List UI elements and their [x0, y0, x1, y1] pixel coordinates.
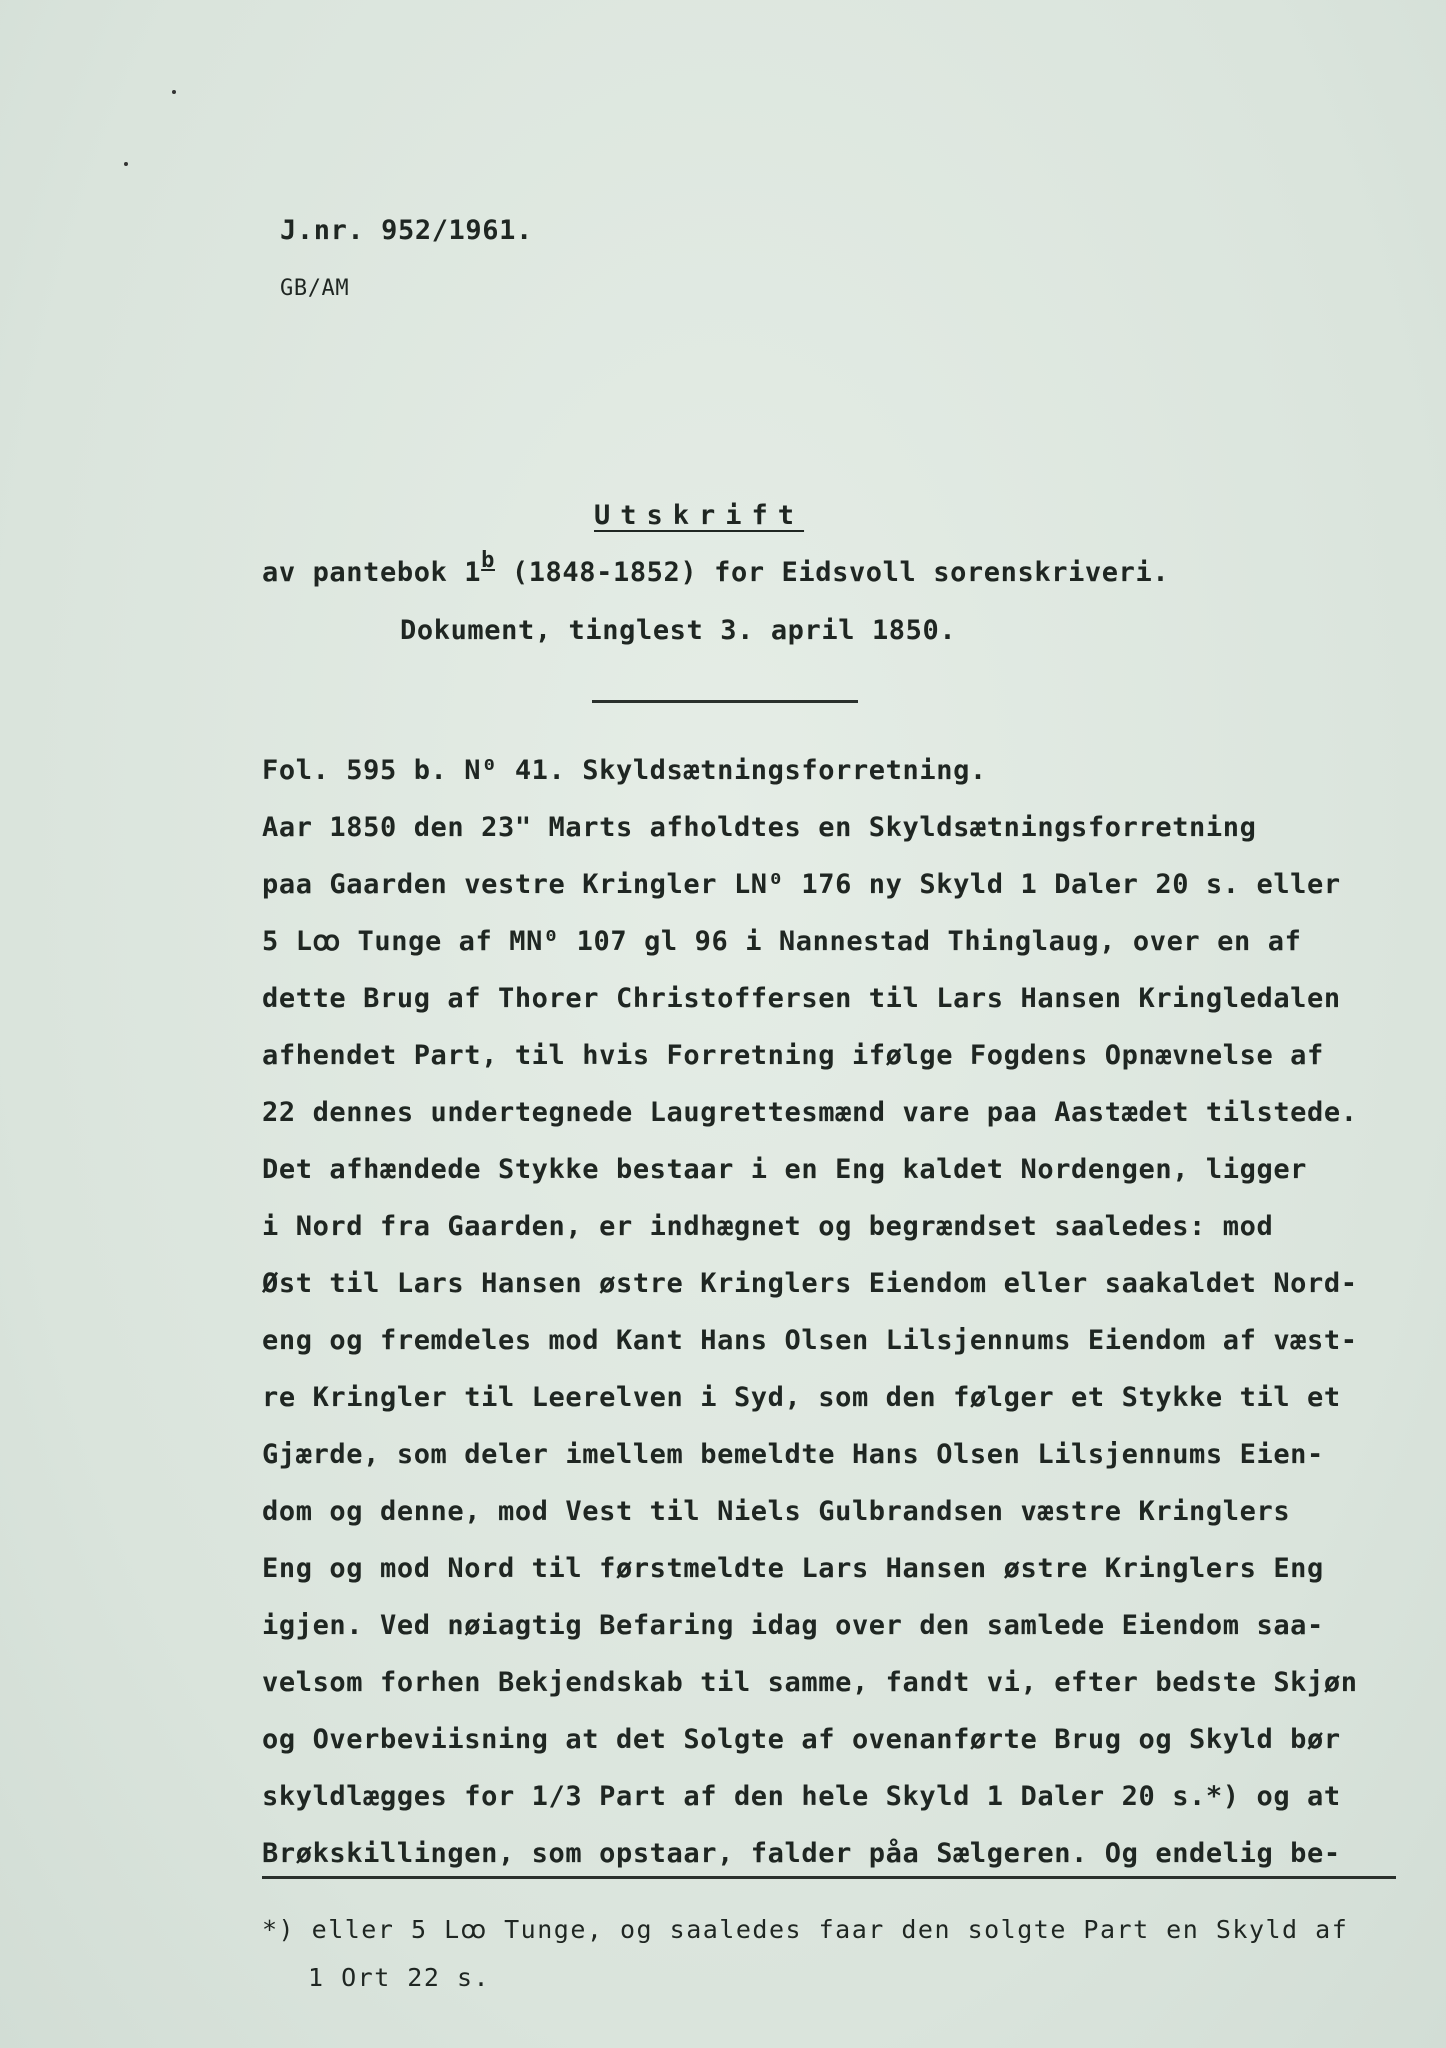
document-title: Utskrift — [594, 500, 805, 531]
body-line: Gjærde, som deler imellem bemeldte Hans Olsen Lilsjennums Eien- — [262, 1439, 1324, 1470]
body-line: Øst til Lars Hansen østre Kringlers Eiendom eller saakaldet Nord- — [262, 1268, 1358, 1299]
body-line: velsom forhen Bekjendskab til samme, fandt vi, efter bedste Skjøn — [262, 1667, 1358, 1698]
body-line: re Kringler til Leerelven i Syd, som den følger et Stykke til et — [262, 1382, 1341, 1413]
ink-speck — [124, 162, 128, 166]
body-line: 5 Lꝏ Tunge af MN⁰ 107 gl 96 i Nannestad Thinglaug, over en af — [262, 926, 1302, 957]
body-line: dom og denne, mod Vest til Niels Gulbrandsen væstre Kringlers — [262, 1496, 1291, 1527]
subtitle-line-1 — [262, 548, 1170, 592]
section-divider — [592, 700, 858, 703]
footnote-divider — [262, 1876, 1396, 1879]
body-line: 22 dennes undertegnede Laugrettesmænd vare paa Aastædet tilstede. — [262, 1097, 1358, 1128]
footnote-line-2: 1 Ort 22 s. — [308, 1963, 491, 1992]
body-line: Eng og mod Nord til førstmeldte Lars Hansen østre Kringlers Eng — [262, 1553, 1324, 1584]
body-line: eng og fremdeles mod Kant Hans Olsen Lilsjennums Eiendom af væst- — [262, 1325, 1358, 1356]
body-line: Det afhændede Stykke bestaar i en Eng kaldet Nordengen, ligger — [262, 1154, 1308, 1185]
body-line: igjen. Ved nøiagtig Befaring idag over den samlede Eiendom saa- — [262, 1610, 1324, 1641]
subtitle-line-2: Dokument, tinglest 3. april 1850. — [400, 615, 957, 646]
body-line: Fol. 595 b. N⁰ 41. Skyldsætningsforretning. — [262, 755, 987, 786]
subtitle-superscript: b — [481, 548, 495, 573]
journal-number: J.nr. 952/1961. — [280, 215, 533, 246]
body-line: Brøkskillingen, som opstaar, falder påa Sælgeren. Og endelig be- — [262, 1838, 1341, 1869]
body-line: paa Gaarden vestre Kringler LN⁰ 176 ny Skyld 1 Daler 20 s. eller — [262, 869, 1341, 900]
body-line: skyldlægges for 1/3 Part af den hele Skyld 1 Daler 20 s.*) og at — [262, 1781, 1341, 1812]
subtitle-pre: av pantebok 1 — [262, 557, 482, 588]
body-line: dette Brug af Thorer Christoffersen til Lars Hansen Kringledalen — [262, 983, 1341, 1014]
ink-speck — [172, 90, 176, 94]
footnote-line-1: *) eller 5 Lꝏ Tunge, og saaledes faar den solgte Part en Skyld af — [262, 1915, 1349, 1944]
body-line: og Overbeviisning at det Solgte af ovenanførte Brug og Skyld bør — [262, 1724, 1341, 1755]
body-line: Aar 1850 den 23" Marts afholdtes en Skyldsætningsforretning — [262, 812, 1257, 843]
body-line: i Nord fra Gaarden, er indhægnet og begrændset saaledes: mod — [262, 1211, 1274, 1242]
body-line: afhendet Part, til hvis Forretning ifølge Fogdens Opnævnelse af — [262, 1040, 1324, 1071]
initials: GB/AM — [280, 276, 350, 301]
subtitle-post: (1848-1852) for Eidsvoll sorenskriveri. — [494, 557, 1170, 588]
